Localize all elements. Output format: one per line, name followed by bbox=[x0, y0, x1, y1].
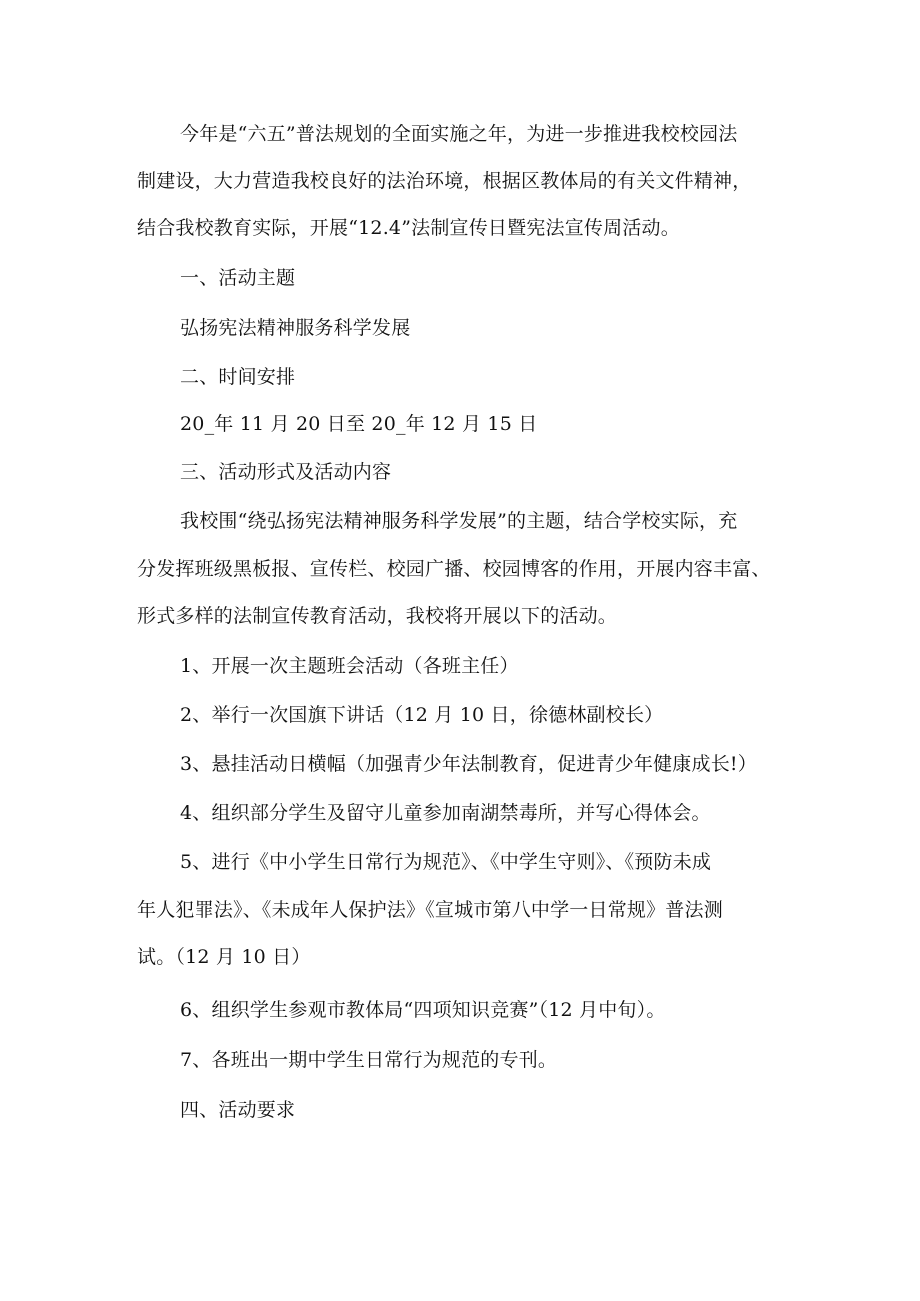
section2-body: 20_年 11 月 20 日至 20_年 12 月 15 日 bbox=[180, 413, 538, 435]
section3-heading: 三、活动形式及活动内容 bbox=[180, 461, 392, 483]
activity-item-6: 6、组织学生参观市教体局“四项知识竞赛”（12 月中旬）。 bbox=[180, 999, 666, 1021]
activity-item-3: 3、悬挂活动日横幅（加强青少年法制教育，促进青少年健康成长!） bbox=[180, 753, 757, 775]
activity-item-5-line-1: 5、进行《中小学生日常行为规范》、《中学生守则》、《预防未成 bbox=[180, 851, 712, 873]
section1-heading: 一、活动主题 bbox=[180, 267, 296, 289]
section3-intro-line-2: 分发挥班级黑板报、宣传栏、校园广播、校园博客的作用，开展内容丰富、 bbox=[137, 558, 771, 580]
activity-item-2: 2、举行一次国旗下讲话（12 月 10 日，徐德林副校长） bbox=[180, 704, 664, 726]
section3-intro-line-1: 我校围“绕弘扬宪法精神服务科学发展”的主题，结合学校实际，充 bbox=[180, 510, 738, 532]
intro-line-3: 结合我校教育实际，开展“12.4”法制宣传日暨宪法宣传周活动。 bbox=[137, 217, 680, 239]
section4-heading: 四、活动要求 bbox=[180, 1099, 296, 1121]
section2-heading: 二、时间安排 bbox=[180, 366, 296, 388]
activity-item-7: 7、各班出一期中学生日常行为规范的专刊。 bbox=[180, 1049, 558, 1071]
activity-item-5-line-3: 试。（12 月 10 日） bbox=[137, 946, 311, 968]
section1-body: 弘扬宪法精神服务科学发展 bbox=[180, 317, 411, 339]
section3-intro-line-3: 形式多样的法制宣传教育活动，我校将开展以下的活动。 bbox=[137, 605, 618, 627]
activity-item-4: 4、组织部分学生及留守儿童参加南湖禁毒所，并写心得体会。 bbox=[180, 802, 711, 824]
intro-line-1: 今年是“六五”普法规划的全面实施之年，为进一步推进我校校园法 bbox=[180, 123, 738, 145]
activity-item-5-line-2: 年人犯罪法》、《未成年人保护法》《宣城市第八中学一日常规》普法测 bbox=[137, 899, 723, 921]
activity-item-1: 1、开展一次主题班会活动（各班主任） bbox=[180, 655, 519, 677]
intro-line-2: 制建设，大力营造我校良好的法治环境，根据区教体局的有关文件精神， bbox=[137, 170, 752, 192]
